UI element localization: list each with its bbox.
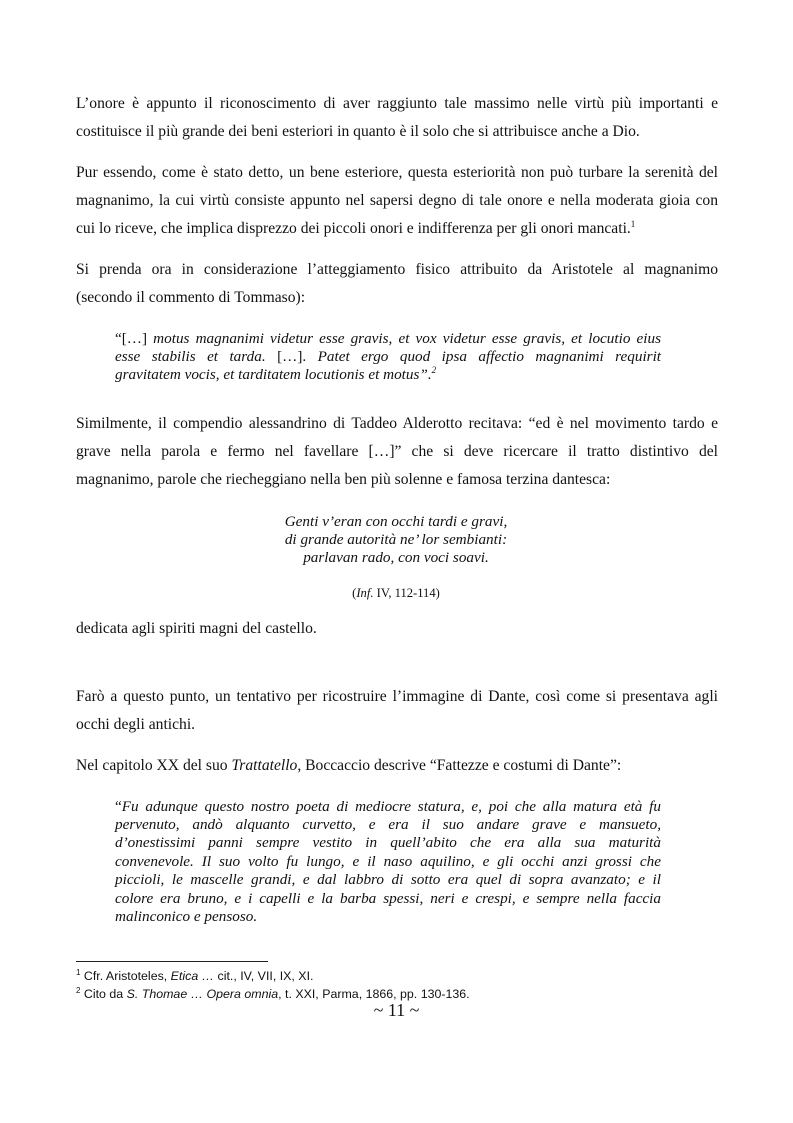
page-number: ~ 11 ~	[373, 1000, 420, 1020]
citation-ref: IV, 112-114)	[373, 586, 440, 600]
footnote-1-post: cit., IV, VII, IX, XI.	[214, 969, 314, 983]
citation-open: (	[352, 586, 357, 600]
paragraph-4-line-2: grave nella parola e fermo nel favellare […]” che si deve ricercare il tratto distintivo del	[76, 443, 718, 460]
quote-2-line-7: malinconico e pensoso.	[115, 908, 258, 925]
quote-2-line-1-text: Fu adunque questo nostro poeta di mediocre statura, e, poi che alla matura età fu	[121, 798, 661, 815]
paragraph-6-line-2: occhi degli antichi.	[76, 716, 196, 733]
quote-1-line-3	[115, 366, 436, 384]
paragraph-4-line-3: magnanimo, parole che riecheggiano nella ben più solenne e famosa terzina dantesca:	[76, 471, 611, 488]
quote-1-line-2-rest: Patet ergo quod ipsa affectio magnanimi requirit	[317, 348, 662, 365]
quote-1-close: ”.	[419, 366, 432, 383]
paragraph-2-line-3-text: cui lo riceve, che implica disprezzo dei piccoli onori e indifferenza per gli onori mancati.	[76, 220, 631, 237]
quote-1-line-1-text: motus magnanimi videtur esse gravis, et vox videtur esse gravis, et locutio eius	[153, 330, 662, 347]
paragraph-2-line-3	[76, 220, 635, 238]
footnote-1-pre: Cfr. Aristoteles,	[80, 969, 171, 983]
footnote-ref-2[interactable]: 2	[431, 365, 437, 375]
paragraph-1-line-1: L’onore è appunto il riconoscimento di aver raggiunto tale massimo nelle virtù più importanti e	[76, 95, 718, 112]
quote-1-line-2	[115, 348, 661, 366]
paragraph-6-line-1: Farò a questo punto, un tentativo per ricostruire l’immagine di Dante, così come si presentava agli	[76, 688, 718, 705]
trattatello-title: Trattatello	[231, 757, 298, 774]
paragraph-2-line-2: magnanimo, la cui virtù consiste appunto nel sapersi degno di tale onore e nella moderata gioia con	[76, 192, 718, 209]
footnote-2-title: S. Thomae … Opera omnia	[126, 987, 279, 1001]
footnote-1-title: Etica …	[170, 969, 215, 983]
quote-2-line-5: piccioli, le mascelle grandi, e dal labbro di sotto era quel di sopra avanzato; e il	[115, 871, 661, 888]
verse-line-3: parlavan rado, con voci soavi.	[303, 549, 489, 566]
paragraph-7-line-1	[76, 757, 621, 775]
footnote-1-number: 1	[76, 968, 81, 977]
verse-line-1: Genti v’eran con occhi tardi e gravi,	[284, 513, 508, 530]
verse-line-2: di grande autorità ne’ lor sembianti:	[284, 531, 508, 548]
verse-citation	[196, 584, 596, 602]
footnote-2-number: 2	[76, 986, 81, 995]
quote-1-line-2-text: esse stabilis et tarda.	[115, 348, 266, 365]
quote-1-line-1	[115, 330, 661, 348]
footnote-separator	[76, 961, 268, 962]
paragraph-4-line-1: Similmente, il compendio alessandrino di Taddeo Alderotto recitava: “ed è nel movimento tardo e	[76, 415, 718, 432]
quote-2-line-3: d’onestissimi panni sempre vestito in quell’abito che era alla sua maturità	[115, 834, 661, 851]
paragraph-1-line-2: costituisce il più grande dei beni esteriori in quanto è il solo che si attribuisce anche a Dio.	[76, 123, 640, 140]
footnote-2-post: , t. XXI, Parma, 1866, pp. 130-136.	[278, 987, 470, 1001]
quote-1-line-3-text: gravitatem vocis, et tarditatem locutionis et motus	[115, 366, 420, 383]
citation-work: Inf.	[356, 586, 374, 600]
quote-2-line-2: pervenuto, andò alquanto curvetto, e era il suo andare grave e mansueto,	[115, 816, 661, 833]
paragraph-3-line-1: Si prenda ora in considerazione l’atteggiamento fisico attribuito da Aristotele al magnanimo	[76, 261, 718, 278]
footnote-1	[76, 969, 313, 983]
paragraph-5-line-1: dedicata agli spiriti magni del castello.	[76, 620, 317, 637]
quote-2-line-1	[115, 798, 661, 816]
quote-2-line-4: convenevole. Il suo volto fu lungo, e il naso aquilino, e gli occhi anzi grossi che	[115, 853, 661, 870]
quote-1-open-ellipsis: “[…]	[115, 330, 148, 347]
paragraph-7-pre: Nel capitolo XX del suo	[76, 757, 232, 774]
footnote-ref-1[interactable]: 1	[630, 219, 636, 229]
quote-2-open: “	[115, 798, 122, 815]
footnote-2-pre: Cito da	[80, 987, 127, 1001]
paragraph-2-line-1: Pur essendo, come è stato detto, un bene esteriore, questa esteriorità non può turbare la serenità del	[76, 164, 718, 181]
quote-2-line-6: colore era bruno, e i capelli e la barba spessi, neri e crespi, e sempre nella faccia	[115, 890, 661, 907]
paragraph-7-post: , Boccaccio descrive “Fattezze e costumi di Dante”:	[297, 757, 622, 774]
quote-1-ellipsis: […].	[277, 348, 307, 365]
footnote-2	[76, 987, 470, 1001]
paragraph-3-line-2: (secondo il commento di Tommaso):	[76, 289, 306, 306]
